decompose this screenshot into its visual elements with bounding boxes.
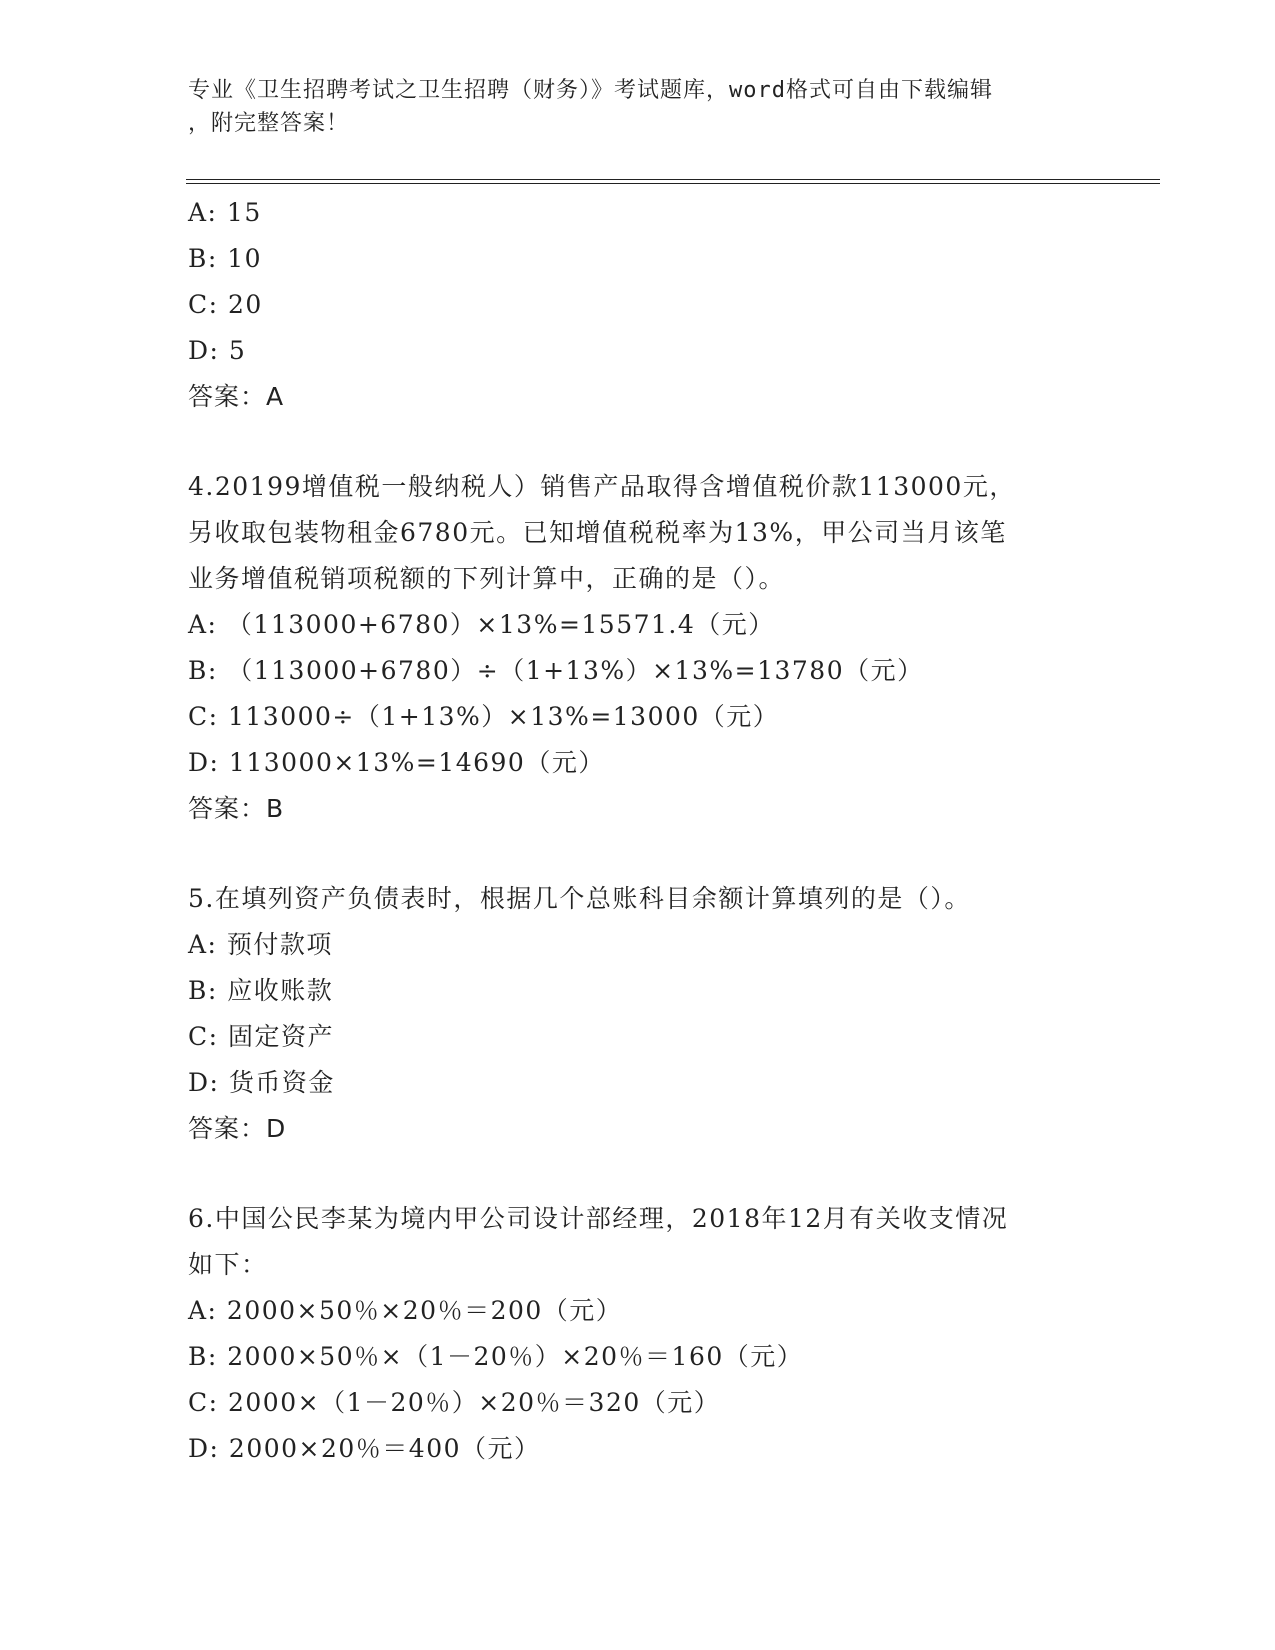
- question-content: [188, 190, 1088, 1472]
- document-header: [188, 74, 1068, 140]
- q3-option-d: D: 5: [188, 336, 247, 365]
- q4-option-b: B: （113000+6780）÷（1+13%）×13%=13780（元）: [188, 656, 924, 685]
- question-4: [188, 464, 1088, 832]
- header-line-1: 专业《卫生招聘考试之卫生招聘（财务）》考试题库，word格式可自由下载编辑: [188, 78, 993, 103]
- q4-stem-line-3: 业务增值税销项税额的下列计算中，正确的是（）。: [188, 564, 786, 593]
- q5-option-a: A: 预付款项: [188, 930, 333, 959]
- q3-option-c: C: 20: [188, 290, 263, 319]
- q5-option-b: B: 应收账款: [188, 976, 334, 1005]
- q5-option-d: D: 货币资金: [188, 1068, 335, 1097]
- q6-option-b: B: 2000×50％×（1－20％）×20％＝160（元）: [188, 1342, 804, 1371]
- header-divider-top: [186, 179, 1160, 180]
- spacer: [188, 420, 1088, 464]
- header-line-2: ，附完整答案！: [188, 111, 350, 136]
- q6-option-c: C: 2000×（1－20％）×20％＝320（元）: [188, 1388, 721, 1417]
- q6-stem-line-2: 如下：: [188, 1250, 268, 1279]
- q5-answer: 答案：D: [188, 1114, 287, 1143]
- q5-stem-line-1: 5.在填列资产负债表时，根据几个总账科目余额计算填列的是（）。: [188, 884, 971, 913]
- spacer: [188, 832, 1088, 876]
- question-3: [188, 190, 1088, 420]
- q4-option-a: A: （113000+6780）×13%=15571.4（元）: [188, 610, 775, 639]
- q4-option-c: C: 113000÷（1+13%）×13%=13000（元）: [188, 702, 780, 731]
- q4-stem-line-1: 4.20199增值税一般纳税人）销售产品取得含增值税价款113000元，: [188, 472, 1016, 501]
- question-5: [188, 876, 1088, 1152]
- q3-answer: 答案：A: [188, 382, 285, 411]
- q4-stem-line-2: 另收取包装物租金6780元。已知增值税税率为13%，甲公司当月该笔: [188, 518, 1007, 547]
- q4-option-d: D: 113000×13%=14690（元）: [188, 748, 605, 777]
- spacer: [188, 1152, 1088, 1196]
- q4-answer: 答案：B: [188, 794, 285, 823]
- question-6: [188, 1196, 1088, 1472]
- q6-option-a: A: 2000×50％×20％＝200（元）: [188, 1296, 623, 1325]
- q6-stem-line-1: 6.中国公民李某为境内甲公司设计部经理，2018年12月有关收支情况: [188, 1204, 1009, 1233]
- q5-option-c: C: 固定资产: [188, 1022, 334, 1051]
- header-divider-bottom: [186, 183, 1160, 184]
- q3-option-b: B: 10: [188, 244, 263, 273]
- q3-option-a: A: 15: [188, 198, 262, 227]
- q6-option-d: D: 2000×20％＝400（元）: [188, 1434, 541, 1463]
